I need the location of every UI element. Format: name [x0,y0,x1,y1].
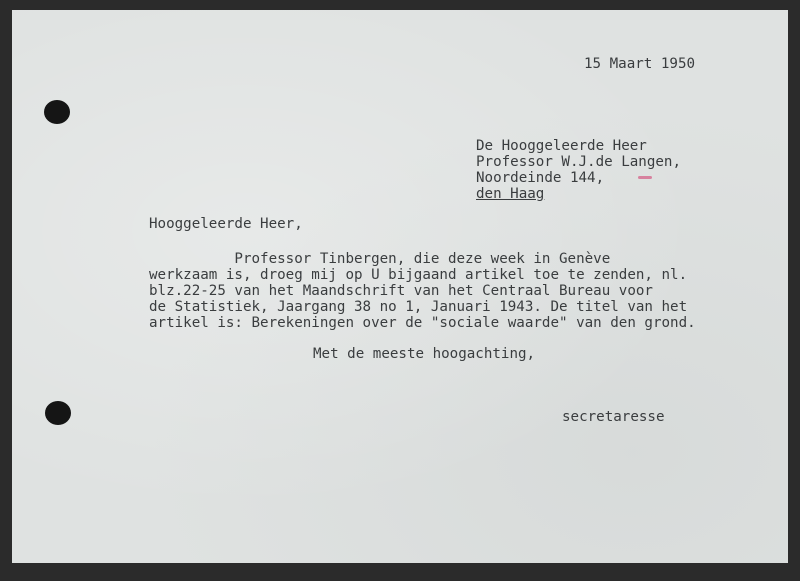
letter-sheet [12,10,788,563]
address-line-3: Noordeinde 144, [476,170,605,186]
body-line-2: werkzaam is, droeg mij op U bijgaand artikel toe te zenden, nl. [149,267,688,283]
address-city: den Haag [476,186,545,202]
letter-date: 15 Maart 1950 [584,56,696,72]
address-line-4 [476,185,544,203]
closing: Met de meeste hoogachting, [313,346,536,362]
punch-hole-bottom [45,401,71,425]
pink-ink-mark [638,176,652,179]
signature: secretaresse [562,409,665,425]
body-line-5: artikel is: Berekeningen over de "sociale waarde" van den grond. [149,315,696,331]
address-line-1: De Hooggeleerde Heer [476,138,647,154]
body-line-1: Professor Tinbergen, die deze week in Genève [149,251,611,267]
body-line-4: de Statistiek, Jaargang 38 no 1, Januari 1943. De titel van het [149,299,688,315]
punch-hole-top [44,100,70,124]
address-line-2: Professor W.J.de Langen, [476,154,681,170]
body-line-3: blz.22-25 van het Maandschrift van het Centraal Bureau voor [149,283,653,299]
salutation: Hooggeleerde Heer, [149,216,303,232]
